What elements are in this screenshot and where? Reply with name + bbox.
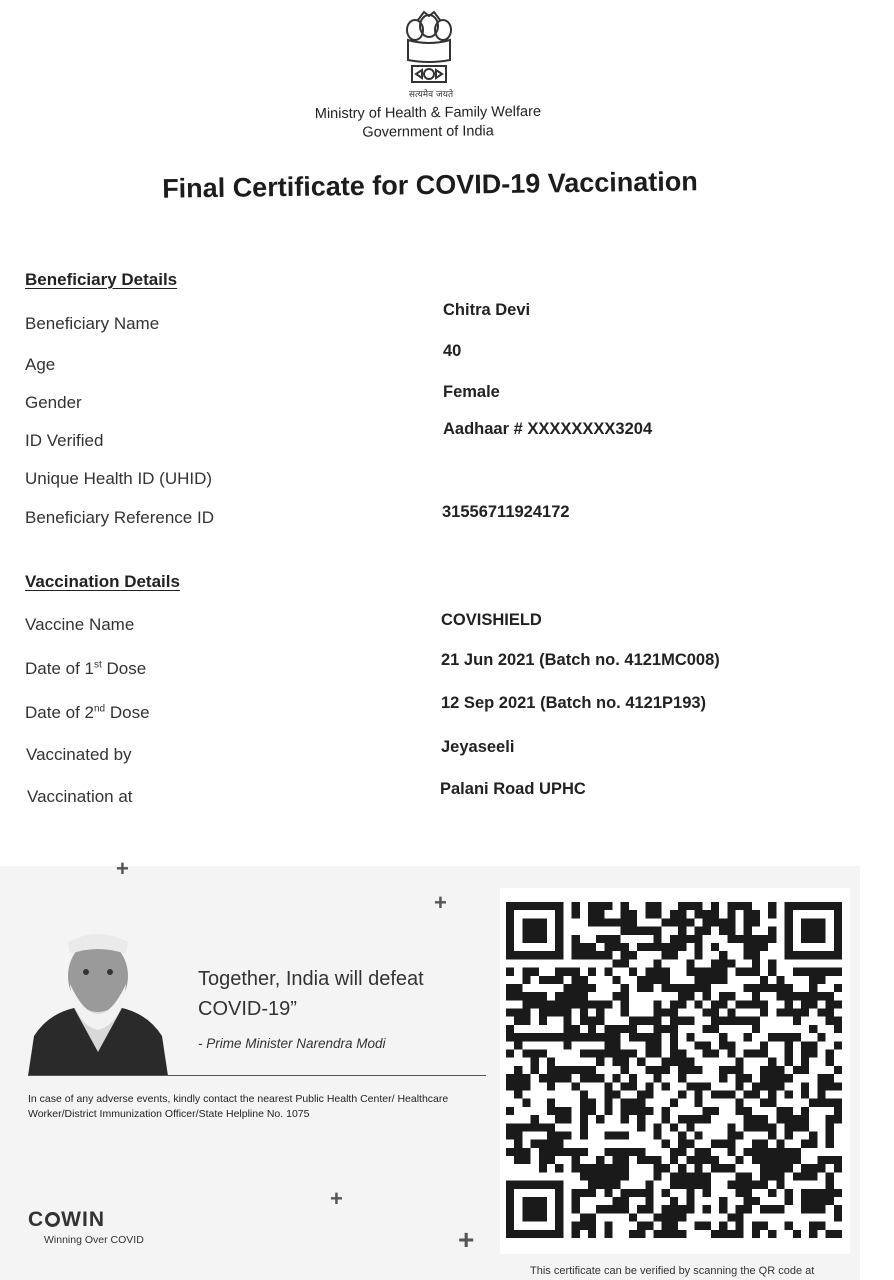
qr-finder-pattern [801,918,826,943]
id-verified-value: Aadhaar # XXXXXXXX3204 [443,420,653,438]
age-value: 40 [443,342,462,360]
quote-text: Together, India will defeat COVID-19” [198,968,424,1020]
qr-finder-pattern [522,918,547,943]
qr-finder-pattern [522,1197,547,1222]
dose2-label: Date of 2nd Dose [25,703,150,722]
vaccination-heading: Vaccination Details [25,572,180,591]
vaccine-name-label: Vaccine Name [25,615,135,634]
verify-note: This certificate can be verified by scanning the QR code at [530,1265,815,1277]
uhid-label: Unique Health ID (UHID) [25,469,213,488]
dose2-value: 12 Sep 2021 (Batch no. 4121P193) [441,694,707,712]
plus-icon: + [434,890,447,915]
adverse-events-notice: In case of any adverse events, kindly contact the nearest Public Health Center/ Healthcare Worker/District Immunization Officer/State Helpline No. 1075 [28,1093,449,1120]
prime-minister-portrait [28,932,168,1076]
beneficiary-heading: Beneficiary Details [25,270,178,289]
cowin-tagline: Winning Over COVID [44,1234,144,1246]
national-emblem-icon [398,6,460,98]
plus-icon: + [458,1224,475,1255]
cowin-o-icon [45,1212,60,1227]
plus-icon: + [330,1186,343,1211]
plus-icon: + [116,856,129,881]
vaccinated-by-value: Jeyaseeli [441,738,515,756]
qr-code [506,898,842,1242]
reference-id-value: 31556711924172 [442,503,570,521]
dose1-value: 21 Jun 2021 (Batch no. 4121MC008) [441,651,720,669]
ministry-name: Ministry of Health & Family Welfare [314,103,542,123]
vaccine-name-value: COVISHIELD [441,611,542,629]
issuer-block [290,103,566,144]
reference-id-label: Beneficiary Reference ID [25,508,214,527]
footer-divider [28,1075,486,1076]
beneficiary-name-label: Beneficiary Name [25,314,160,333]
certificate-title: Final Certificate for COVID-19 Vaccination [161,166,698,204]
cowin-logo: C WIN [28,1208,105,1231]
dose1-label: Date of 1st Dose [25,659,147,678]
emblem-caption: सत्यमेव जयते [408,90,454,100]
id-verified-label: ID Verified [25,431,104,450]
gender-label: Gender [25,393,82,412]
vaccination-at-label: Vaccination at [27,787,133,806]
vaccinated-by-label: Vaccinated by [26,745,132,764]
government-name: Government of India [362,123,494,141]
gender-value: Female [443,383,500,401]
quote-attribution: - Prime Minister Narendra Modi [198,1036,386,1051]
beneficiary-name-value: Chitra Devi [443,301,531,319]
age-label: Age [25,355,56,374]
vaccination-at-value: Palani Road UPHC [440,780,586,798]
